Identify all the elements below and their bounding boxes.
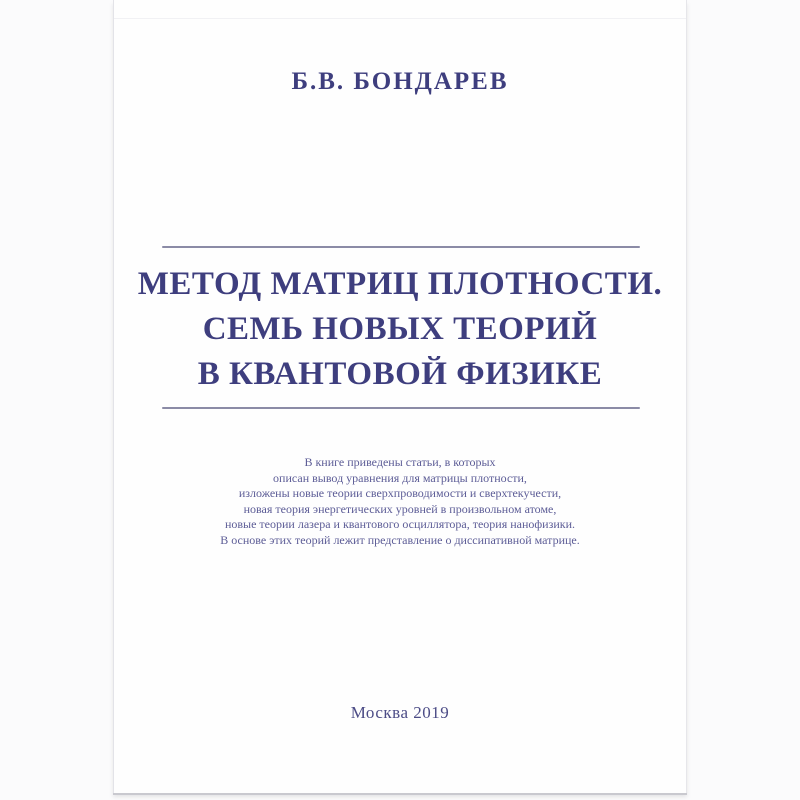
book-cover-page [113, 0, 687, 793]
annotation-line-4: новая теория энергетических уровней в произвольном атоме, [243, 501, 557, 516]
annotation-paragraph [114, 455, 686, 548]
title-rule-bottom [162, 407, 640, 409]
imprint-city-year: Москва 2019 [350, 703, 450, 722]
annotation-line-2: описан вывод уравнения для матрицы плотности, [273, 470, 527, 485]
annotation-line-5: новые теории лазера и квантового осциллятора, теория нанофизики. [224, 517, 576, 531]
author-name: Б.В. БОНДАРЕВ [291, 68, 509, 95]
title-rule-top [162, 246, 640, 248]
title-line-2: СЕМЬ НОВЫХ ТЕОРИЙ [202, 311, 598, 347]
title-line-1: МЕТОД МАТРИЦ ПЛОТНОСТИ. [137, 266, 663, 302]
annotation-line-1: В книге приведены статьи, в которых [304, 455, 496, 469]
annotation-line-6: В основе этих теорий лежит представление о диссипативной матрице. [220, 532, 580, 547]
annotation-line-3: изложены новые теории сверхпроводимости и сверхтекучести, [238, 486, 562, 500]
page-top-edge [114, 18, 686, 19]
title-line-3: В КВАНТОВОЙ ФИЗИКЕ [197, 356, 603, 392]
book-title [114, 262, 686, 397]
